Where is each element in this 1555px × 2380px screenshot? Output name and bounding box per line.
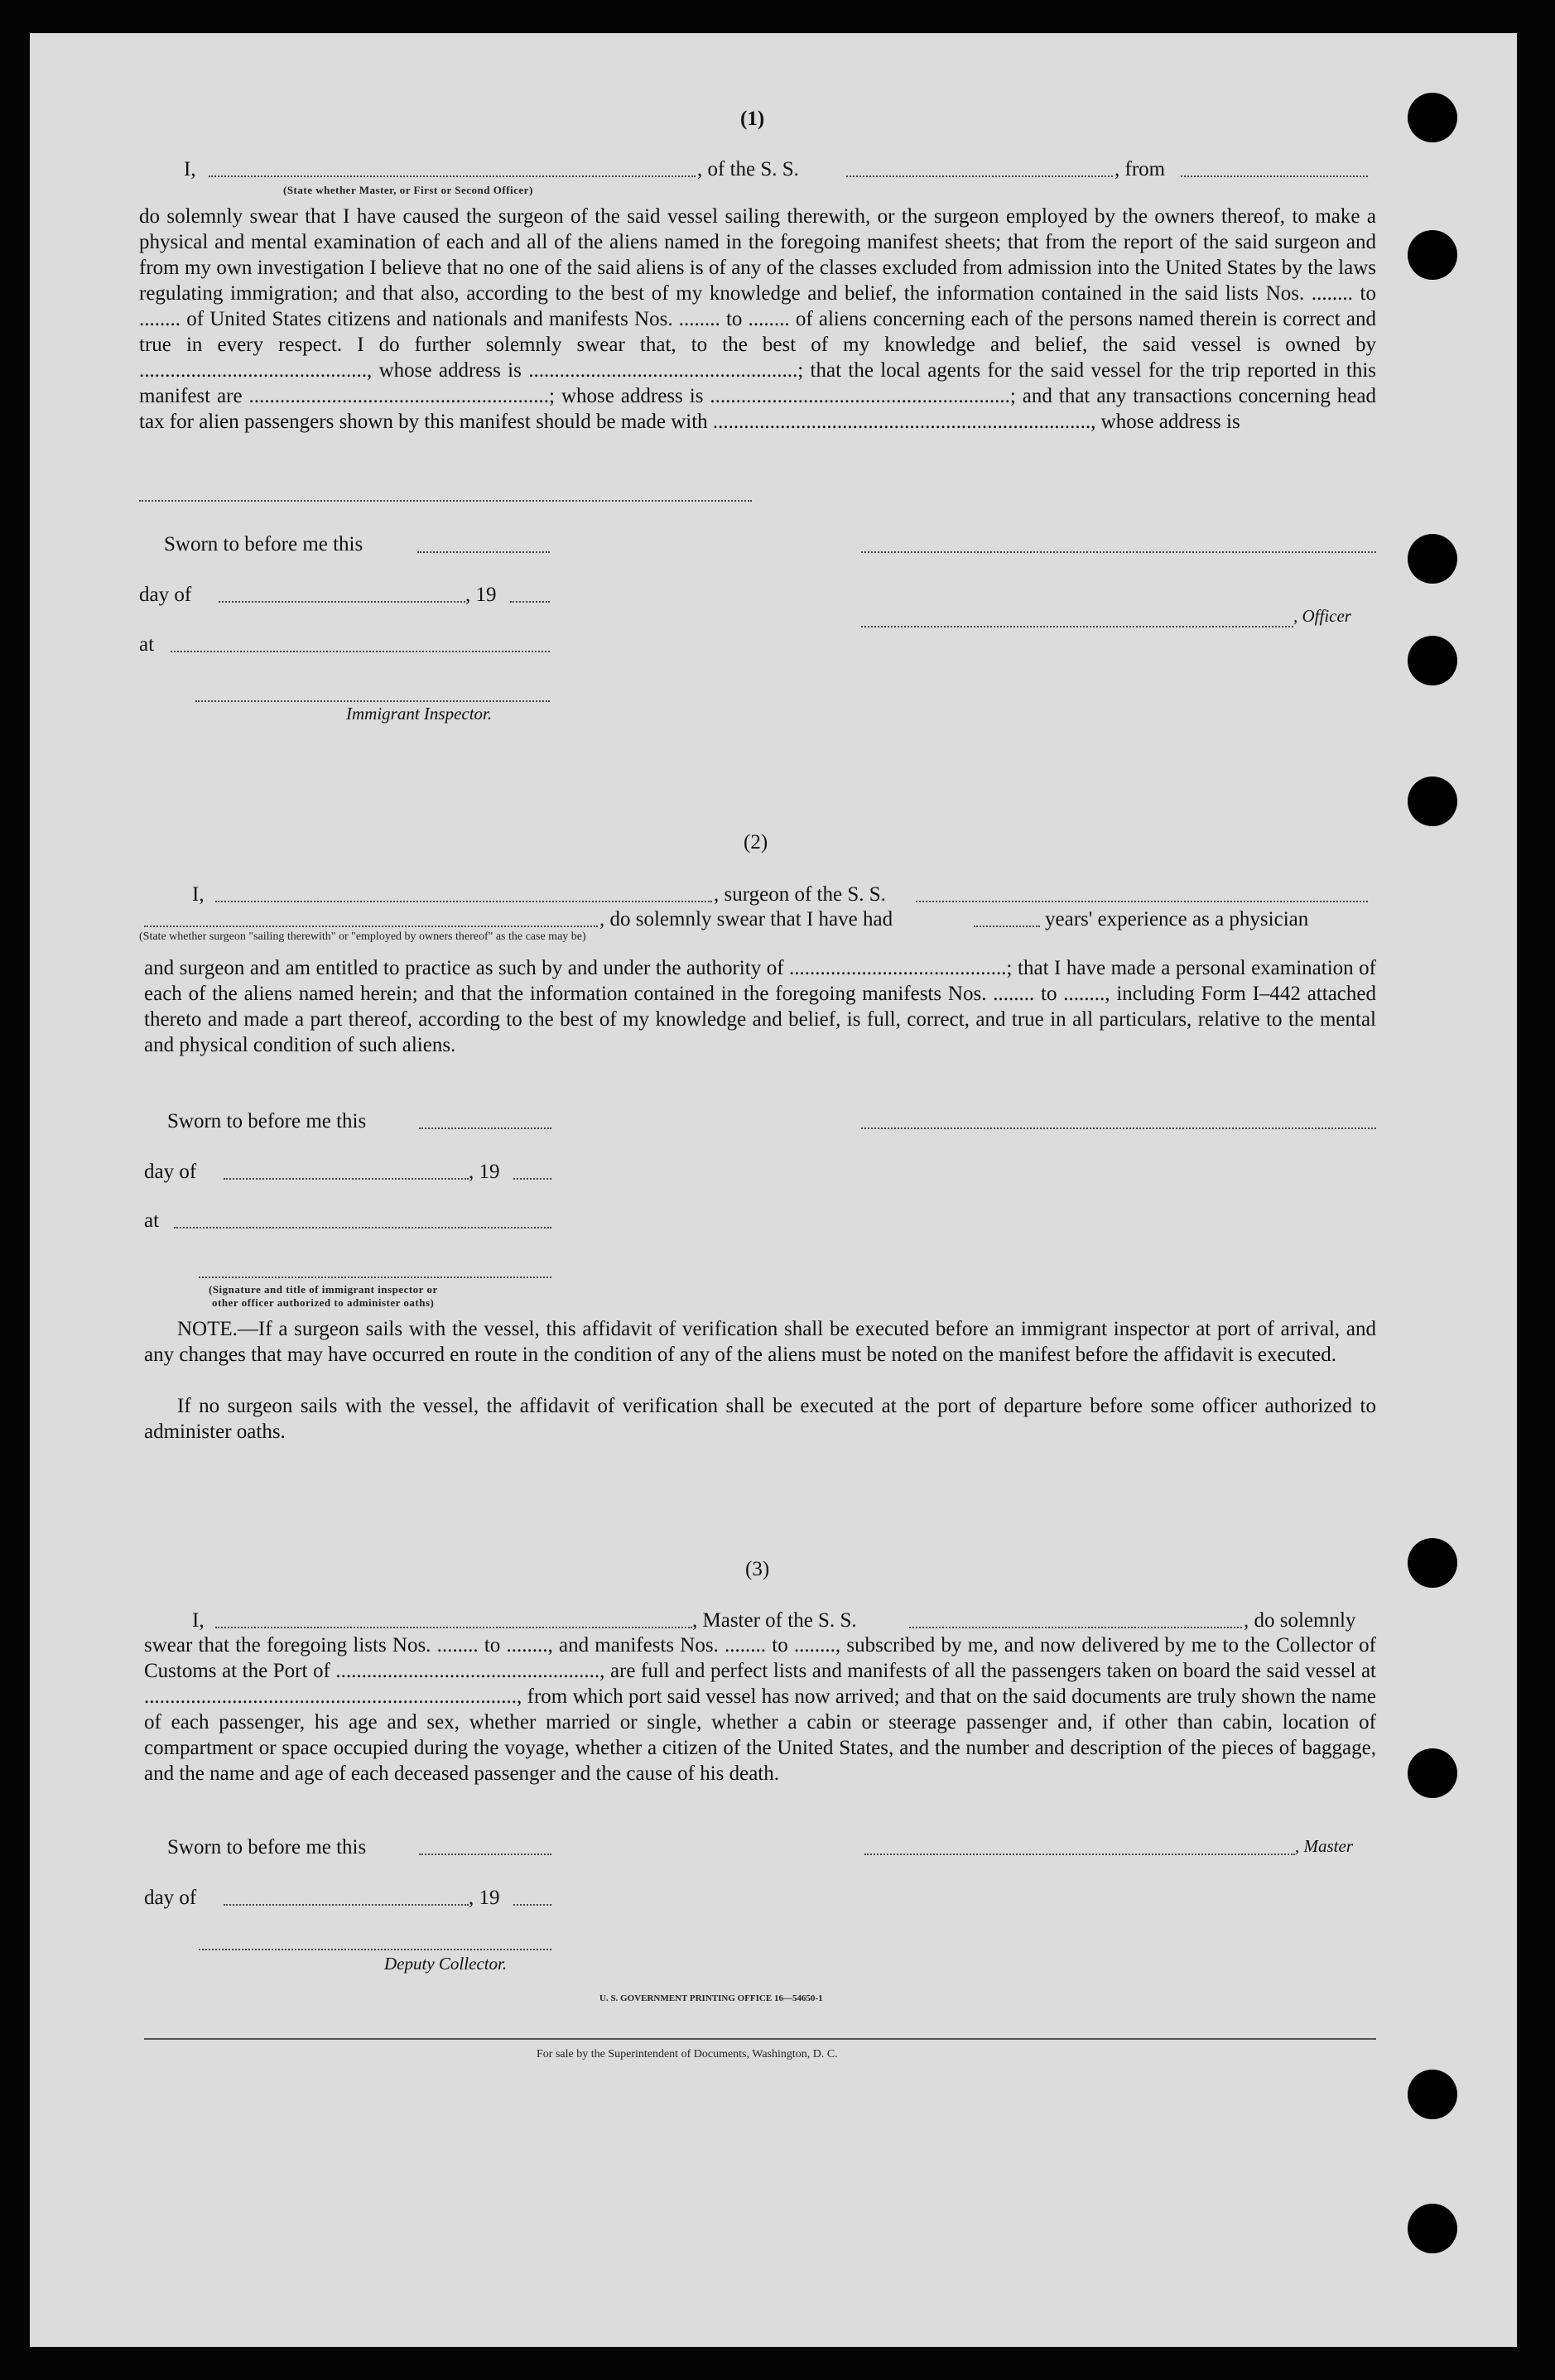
blank-from-port[interactable] bbox=[1181, 175, 1368, 177]
section-2-note: (State whether surgeon "sailing therewith" or "employed by owners thereof" as the case may be) bbox=[139, 930, 586, 943]
section-3-year: , 19 bbox=[469, 1887, 500, 1909]
section-1-line-of-ss: , of the S. S. bbox=[697, 158, 799, 180]
blank-sworn-date[interactable] bbox=[419, 1127, 551, 1129]
section-3-paragraph: swear that the foregoing lists Nos. ........ to ........, and manifests Nos. ........ to ........, subscribed by me, and now delivered by me to the Collector of Customs at the Port of ..................................................., are full and perfect lists and manifests of all the passengers taken on board the said vessel at ........................................................................, from which port said vessel has now arrived; and that on the said documents are truly shown the name of each passenger, his age and sex, whether married or single, whether a cabin or steerage passenger and, if other than cabin, location of compartment or space occupied during the voyage, whether a citizen of the United States, and the number and description of the pieces of baggage, and the name and age of each deceased passenger and the cause of his death. bbox=[144, 1634, 1376, 1785]
blank-years[interactable] bbox=[974, 926, 1040, 927]
blank-surgeon-name[interactable] bbox=[215, 901, 712, 902]
blank-officer-signature[interactable] bbox=[861, 551, 1376, 553]
blank-inspector-signature[interactable] bbox=[199, 1277, 551, 1278]
section-2-note-paragraph-2 bbox=[144, 1393, 1376, 1445]
note-paragraph-2-text: If no surgeon sails with the vessel, the affidavit of verification shall be executed at the port of departure before some officer authorized to administer oaths. bbox=[144, 1395, 1376, 1443]
section-2-paragraph: and surgeon and am entitled to practice as such by and under the authority of ..........................................; that I have made a personal examination of each of the aliens named herein; and that the information contained in the foregoing manifests Nos. ........ to ........, including Form I–442 attached thereto and made a part thereof, according to the best of my knowledge and belief, is full, correct, and true in all particulars, relative to the mental and physical condition of such aliens. bbox=[144, 957, 1376, 1056]
blank-officer-name[interactable] bbox=[209, 175, 696, 177]
blank-surgeon-signature[interactable] bbox=[861, 1127, 1376, 1129]
blank-year[interactable] bbox=[513, 1178, 551, 1180]
section-2-note-paragraph-1 bbox=[144, 1316, 1376, 1368]
gpo-imprint: U. S. GOVERNMENT PRINTING OFFICE 16—54650-1 bbox=[599, 1993, 823, 2003]
blank-sworn-date[interactable] bbox=[417, 551, 550, 553]
section-2-line-swear: , do solemnly swear that I have had bbox=[599, 908, 893, 930]
section-2-sig-note-2: other officer authorized to administer oaths) bbox=[212, 1296, 435, 1309]
section-1-at: at bbox=[139, 633, 155, 656]
punch-hole bbox=[1408, 777, 1457, 826]
blank-at-place[interactable] bbox=[174, 1227, 551, 1228]
blank-year[interactable] bbox=[513, 1904, 551, 1906]
section-3-day-of: day of bbox=[144, 1887, 197, 1909]
section-1-line-i: I, bbox=[184, 158, 196, 180]
punch-hole bbox=[1408, 636, 1457, 685]
section-1-sworn: Sworn to before me this bbox=[164, 533, 363, 555]
section-2-day-of: day of bbox=[144, 1161, 197, 1183]
section-3-number: (3) bbox=[745, 1558, 770, 1580]
section-1-inspector: Immigrant Inspector. bbox=[346, 704, 493, 724]
blank-master-signature[interactable] bbox=[864, 1854, 1295, 1855]
punch-hole bbox=[1408, 534, 1457, 584]
section-1-number: (1) bbox=[740, 108, 765, 130]
blank-surgeon-status[interactable] bbox=[144, 926, 598, 927]
punch-hole bbox=[1408, 2070, 1457, 2119]
section-2-line-i: I, bbox=[192, 883, 205, 906]
footer-rule bbox=[144, 2038, 1376, 2040]
section-3-line-i: I, bbox=[192, 1609, 205, 1632]
sale-notice: For sale by the Superintendent of Documents, Washington, D. C. bbox=[537, 2048, 838, 2060]
blank-vessel-name[interactable] bbox=[846, 175, 1113, 177]
section-1-line-from: , from bbox=[1114, 158, 1166, 180]
section-2-number: (2) bbox=[744, 831, 768, 853]
section-3-sworn: Sworn to before me this bbox=[167, 1836, 367, 1858]
blank-collector-signature[interactable] bbox=[199, 1949, 551, 1950]
punch-hole bbox=[1408, 1748, 1457, 1798]
blank-day-month[interactable] bbox=[219, 601, 465, 603]
section-3-line-master: , Master of the S. S. bbox=[692, 1609, 857, 1632]
blank-day-month[interactable] bbox=[224, 1904, 469, 1906]
note-paragraph-1-text: NOTE.—If a surgeon sails with the vessel, this affidavit of verification shall be executed before an immigrant inspector at port of arrival, and any changes that may have occurred en route in the condition of any of the aliens must be noted on the manifest before the affidavit is executed. bbox=[144, 1318, 1376, 1366]
blank-officer-title[interactable] bbox=[861, 626, 1293, 627]
blank-sworn-date[interactable] bbox=[419, 1854, 551, 1855]
section-2-sworn: Sworn to before me this bbox=[167, 1110, 367, 1132]
blank-surgeon-vessel[interactable] bbox=[916, 901, 1368, 902]
blank-master-vessel[interactable] bbox=[909, 1627, 1242, 1628]
section-2-year: , 19 bbox=[469, 1161, 500, 1183]
blank-year[interactable] bbox=[510, 601, 550, 603]
punch-hole bbox=[1408, 1538, 1457, 1588]
section-3-collector: Deputy Collector. bbox=[384, 1954, 508, 1974]
section-1-day-of: day of bbox=[139, 584, 192, 606]
blank-day-month[interactable] bbox=[224, 1178, 469, 1180]
blank-inspector-signature[interactable] bbox=[195, 700, 550, 702]
blank-at-place[interactable] bbox=[171, 651, 550, 652]
blank-continuation[interactable] bbox=[139, 500, 752, 502]
section-1-paragraph: do solemnly swear that I have caused the surgeon of the said vessel sailing therewith, or the surgeon employed by the owners thereof, to make a physical and mental examination of each and all of the aliens named in the foregoing manifest sheets; that from the report of the said surgeon and from my own investigation I believe that no one of the said aliens is of any of the classes excluded from admission into the United States by the laws regulating immigration; and that also, according to the best of my knowledge and belief, the information contained in the said lists Nos. ........ to ........ of United States citizens and nationals and manifests Nos. ........ to ........ of aliens concerning each of the persons named therein is correct and true in every respect. I do further solemnly swear that, to the best of my knowledge and belief, the said vessel is owned by ............................................, whose address is ....................................................; that the local agents for the said vessel for the trip reported in this manifest are ..........................................................; whose address is ..........................................................; and that any transactions concerning head tax for alien passengers shown by this manifest should be made with ........................................................................., whose address is bbox=[139, 205, 1376, 433]
section-1-officer: , Officer bbox=[1293, 606, 1351, 626]
blank-master-name[interactable] bbox=[215, 1627, 692, 1628]
punch-hole bbox=[1408, 2204, 1457, 2253]
section-1-note: (State whether Master, or First or Second Officer) bbox=[283, 184, 533, 196]
section-2-at: at bbox=[144, 1209, 160, 1232]
section-2-sig-note-1: (Signature and title of immigrant inspector or bbox=[209, 1283, 438, 1296]
section-3-master: , Master bbox=[1295, 1836, 1353, 1856]
section-2-line-years: years' experience as a physician bbox=[1045, 908, 1309, 930]
punch-hole bbox=[1408, 93, 1457, 142]
section-3-line-swear: , do solemnly bbox=[1244, 1609, 1356, 1632]
section-1-year: , 19 bbox=[465, 584, 497, 606]
punch-hole bbox=[1408, 230, 1457, 280]
section-2-line-surgeon: , surgeon of the S. S. bbox=[714, 883, 886, 906]
